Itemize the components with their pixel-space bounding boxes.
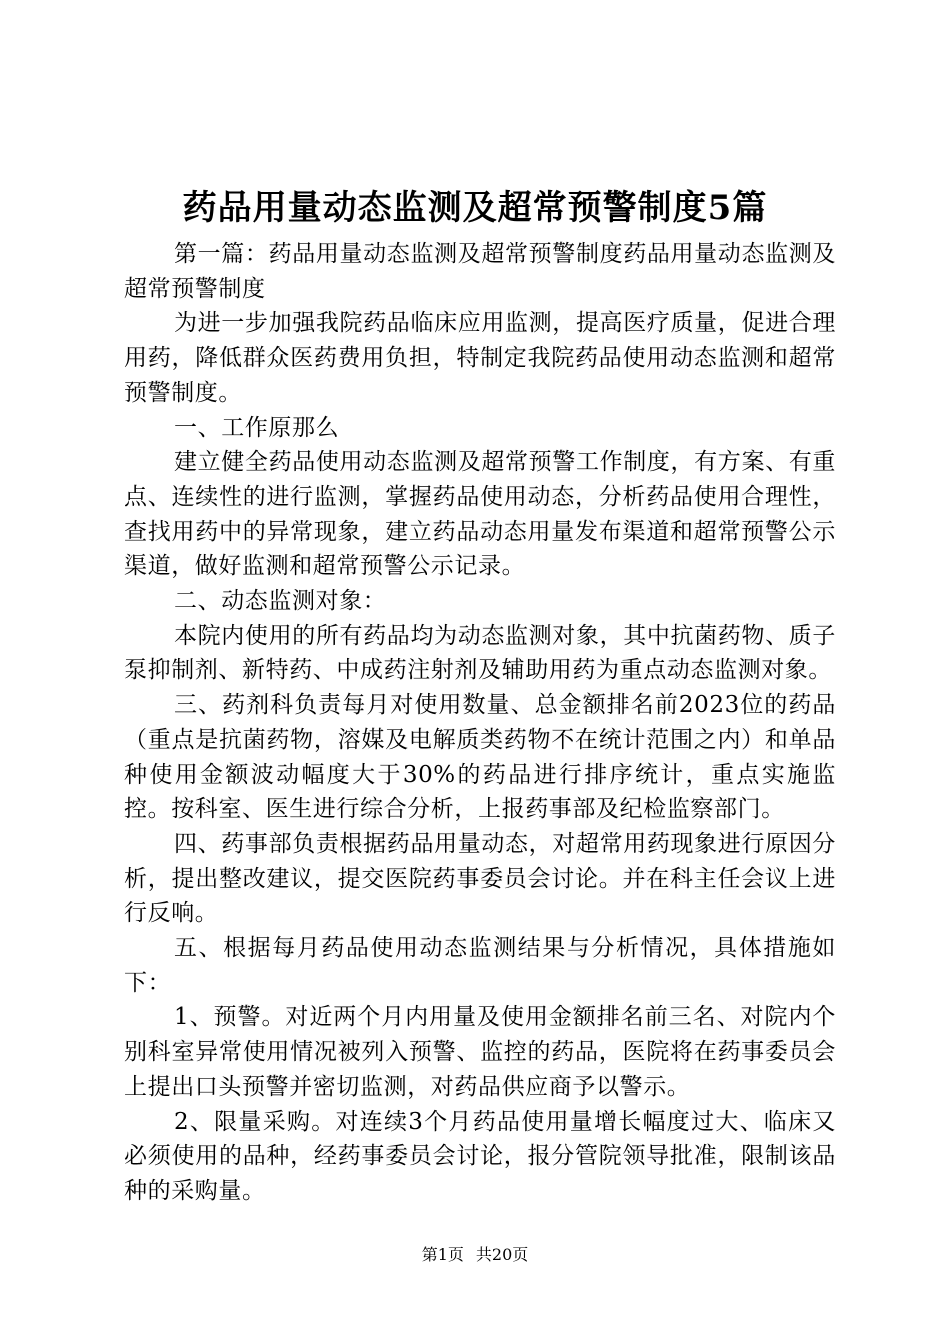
section-heading-principles: 一、工作原那么 — [174, 414, 340, 441]
paragraph-intro: 为进一步加强我院药品临床应用监测，提高医疗质量，促进合理用药，降低群众医药费用负担，特制定我院药品使用动态监测和超常预警制度。 — [124, 310, 836, 406]
page-total: 共20页 — [475, 1245, 529, 1264]
page-footer — [0, 1244, 950, 1266]
section-heading-monitoring-objects: 二、动态监测对象： — [174, 588, 387, 615]
paragraph-monitoring-objects: 本院内使用的所有药品均为动态监测对象，其中抗菌药物、质子泵抑制剂、新特药、中成药注射剂及辅助用药为重点动态监测对象。 — [124, 622, 836, 684]
paragraph-heading-part-one: 第一篇：药品用量动态监测及超常预警制度药品用量动态监测及超常预警制度 — [124, 241, 836, 302]
document-body — [124, 237, 836, 1209]
paragraph-principles: 建立健全药品使用动态监测及超常预警工作制度，有方案、有重点、连续性的进行监测，掌握药品使用动态，分析药品使用合理性，查找用药中的异常现象，建立药品动态用量发布渠道和超常预警公示渠道，做好监测和超常预警公示记录。 — [124, 449, 836, 580]
paragraph-measures: 五、根据每月药品使用动态监测结果与分析情况，具体措施如下： — [124, 935, 836, 996]
paragraph-pharmacy-affairs: 四、药事部负责根据药品用量动态，对超常用药现象进行原因分析，提出整改建议，提交医院药事委员会讨论。并在科主任会议上进行反响。 — [124, 830, 836, 927]
paragraph-measure-warning: 1、预警。对近两个月内用量及使用金额排名前三名、对院内个别科室异常使用情况被列入预警、监控的药品，医院将在药事委员会上提出口头预警并密切监测，对药品供应商予以警示。 — [124, 1004, 836, 1100]
paragraph-measure-limited-purchase: 2、限量采购。对连续3个月药品使用量增长幅度过大、临床又必须使用的品种，经药事委员会讨论，报分管院领导批准，限制该品种的采购量。 — [124, 1108, 836, 1204]
page-number: 第1页 — [421, 1245, 464, 1264]
document-title: 药品用量动态监测及超常预警制度5篇 — [182, 188, 768, 228]
paragraph-pharmacy-dept: 三、药剂科负责每月对使用数量、总金额排名前2023位的药品（重点是抗菌药物，溶媒及电解质类药物不在统计范围之内）和单品种使用金额波动幅度大于30%的药品进行排序统计，重点实施监控。按科室、医生进行综合分析，上报药事部及纪检监察部门。 — [124, 692, 836, 823]
